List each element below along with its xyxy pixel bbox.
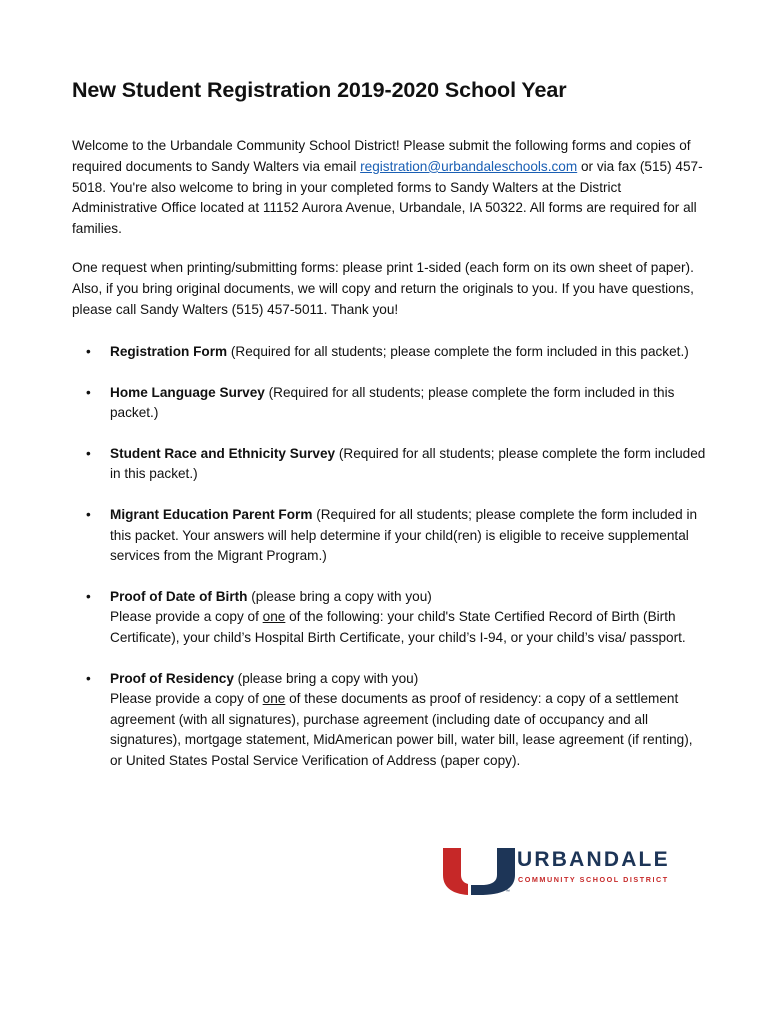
bullet-icon: • <box>86 506 91 522</box>
item-title: Home Language Survey <box>110 384 265 400</box>
item-title: Registration Form <box>110 344 228 359</box>
item-detail: Please provide a copy of <box>110 609 263 625</box>
trademark-mark: ™ <box>505 889 510 895</box>
list-item-race-ethnicity-survey <box>72 444 708 485</box>
intro-text-cont: or via fax (515) 457-5018. You're also welcome to bring in your completed forms to Sandy Walters at the District Administrative Office located at 11152 Aurora Avenue, Urbandale, IA 50322. All forms are required for all families. <box>72 158 703 237</box>
item-detail-underlined: one <box>262 609 286 625</box>
item-detail-cont: of the following: your child's State Certified Record of Birth (Birth Certificate), your child’s Hospital Birth Certificate, your child’s I-94, or your child’s visa/ passport. <box>110 609 686 645</box>
item-detail-cont: of these documents as proof of residency: a copy of a settlement agreement (with all signatures), purchase agreement (including date of occupancy and all signatures), mortgage statement, MidAmerican power bill, water bill, lease agreement (if renting), or United States Postal Service Verification of Address (paper copy). <box>110 691 693 768</box>
item-text: (please bring a copy with you) <box>247 588 432 604</box>
bullet-icon: • <box>86 344 91 359</box>
item-text: (Required for all students; please complete the form included in this packet. Your answers will help determine if your child(ren) is eligible to receive supplemental services from the Migrant Program.) <box>110 506 698 564</box>
bullet-icon: • <box>86 588 91 604</box>
item-text: (Required for all students; please complete the form included in this packet.) <box>110 384 675 421</box>
list-item-registration-form <box>72 342 708 363</box>
bullet-icon: • <box>86 445 91 461</box>
requirements-list <box>72 342 708 792</box>
list-item-proof-of-residency <box>72 669 708 772</box>
item-text: (please bring a copy with you) <box>233 670 419 686</box>
item-title: Migrant Education Parent Form <box>110 506 313 522</box>
intro-paragraph <box>72 136 708 240</box>
urbandale-logo <box>443 845 703 897</box>
item-text: (Required for all students; please complete the form included in this packet.) <box>110 445 706 482</box>
logo-subtitle: COMMUNITY SCHOOL DISTRICT <box>518 875 669 884</box>
logo-wordmark: URBANDALE <box>517 848 670 871</box>
intro-text: Welcome to the Urbandale Community School District! Please submit the following forms and copies of required documents to Sandy Walters via email <box>72 138 691 174</box>
item-title: Student Race and Ethnicity Survey <box>110 445 336 461</box>
page-title: New Student Registration 2019-2020 School Year <box>72 78 567 102</box>
item-text: (Required for all students; please complete the form included in this packet.) <box>227 344 689 359</box>
bullet-icon: • <box>86 670 91 686</box>
item-detail: Please provide a copy of <box>110 691 263 707</box>
list-item-home-language-survey <box>72 383 708 424</box>
item-detail-underlined: one <box>262 691 286 707</box>
item-title: Proof of Date of Birth <box>110 588 248 604</box>
registration-email-link[interactable]: registration@urbandaleschools.com <box>360 158 578 174</box>
list-item-migrant-education-form <box>72 505 708 567</box>
bullet-icon: • <box>86 384 91 400</box>
list-item-proof-of-birth <box>72 587 708 649</box>
item-title: Proof of Residency <box>110 670 234 686</box>
request-paragraph: One request when printing/submitting forms: please print 1-sided (each form on its own sheet of paper). Also, if you bring original documents, we will copy and return the originals to you. If you have questions, please call Sandy Walters (515) 457-5011. Thank you! <box>72 260 694 317</box>
